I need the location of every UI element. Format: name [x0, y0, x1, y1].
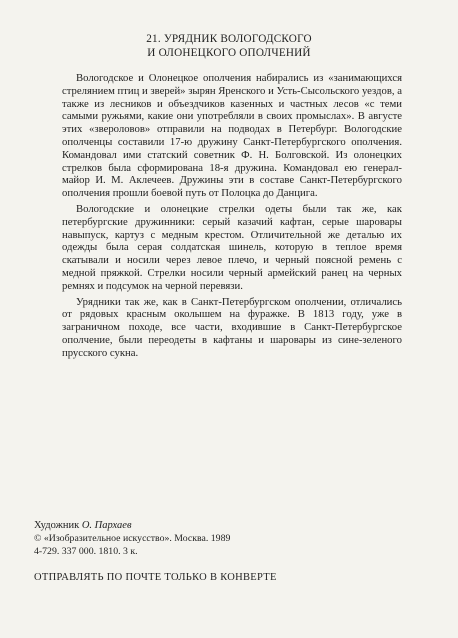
- title-line-2: И ОЛОНЕЦКОГО ОПОЛЧЕНИЙ: [147, 46, 311, 59]
- title-line-1: 21. УРЯДНИК ВОЛОГОДСКОГО: [146, 33, 312, 45]
- catalog-line: 4-729. 337 000. 1810. 3 к.: [34, 546, 138, 557]
- publisher-line: © «Изобразительное искусство». Москва. 1989: [34, 533, 231, 544]
- mailing-notice: ОТПРАВЛЯТЬ ПО ПОЧТЕ ТОЛЬКО В КОНВЕРТЕ: [34, 572, 277, 583]
- artist-label: Художник: [34, 520, 80, 531]
- credits: [34, 519, 434, 558]
- artist-credit: [34, 519, 434, 532]
- body-text: [62, 72, 402, 363]
- artist-name: О. Пархаев: [81, 520, 132, 531]
- page-title: [40, 33, 418, 60]
- paragraph-2: Вологодские и олонецкие стрелки одеты были так же, как петербургские дружинники: серый казачий кафтан, серые шаровары навыпуск, картуз с медным крестом. Отличительной же деталью их одежды была серая солдатская шинель, которую в теплое время скатывали и носили через левое плечо, и черный поясной ремень с медной пряжкой. Стрелки носили черный армейский ранец на черных ремнях и подсумок на черной перевязи.: [62, 202, 402, 292]
- paragraph-1: Вологодское и Олонецкое ополчения набирались из «занимающихся стрелянием птиц и зверей» зырян Яренского и Усть-Сысольского уездов, а также из лесников и объездчиков казенных и частных лесов «с теми самыми ружьями, какие они употребляли в своих промыслах». В августе этих «звероловов» отправили на подводах в Петербург. Вологодские ополченцы составили 17-ю дружину Санкт-Петербургского ополчения. Командовал ими статский советник Ф. Н. Болговской. Из олонецких стрелков была сформирована 18-я дружина. Командовал ею генерал-майор И. М. Аклечеев. Дружины эти в составе Санкт-Петербургского ополчения прошли боевой путь от Полоцка до Данцига.: [62, 72, 402, 200]
- paragraph-3: Урядники так же, как в Санкт-Петербургском ополчении, отличались от рядовых красным околышем на фуражке. В 1813 году, уже в заграничном походе, все части, входившие в Санкт-Петербургское ополчение, были переодеты в кафтаны и шаровары из сине-зеленого прусского сукна.: [62, 295, 402, 359]
